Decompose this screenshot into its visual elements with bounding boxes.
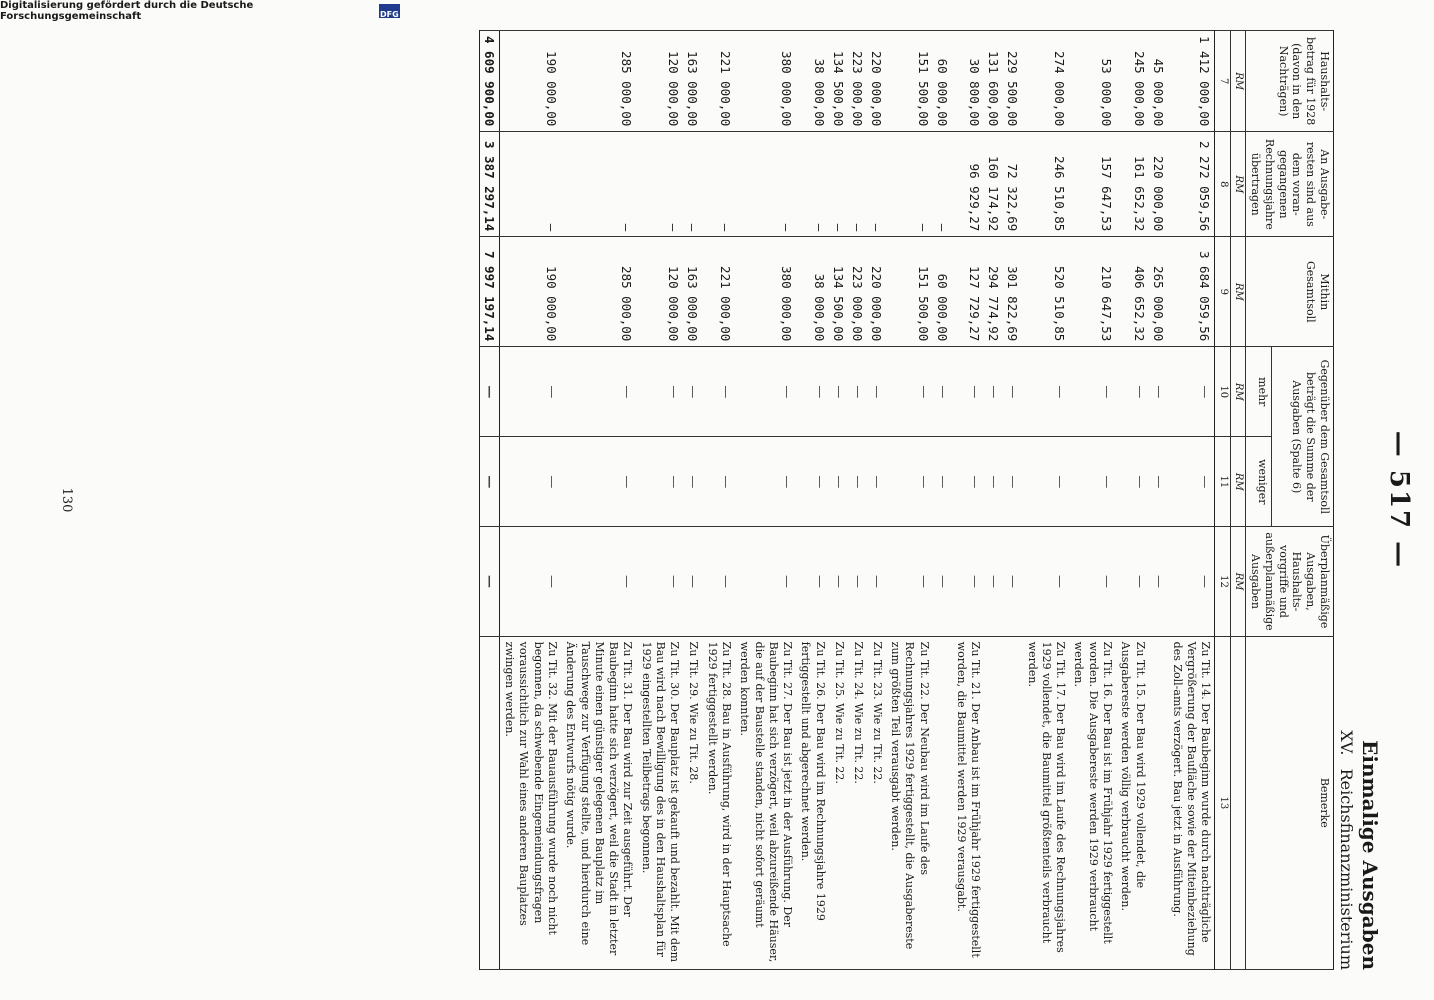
cell-ueberplanmaessig: — xyxy=(735,527,796,636)
table-row xyxy=(829,31,848,970)
digitization-credit xyxy=(0,0,400,22)
header-col10-11-group: Gegenüber dem Gesamtsoll beträgt die Summe der Ausgaben (Spalte 6) xyxy=(1271,347,1333,527)
cell-ausgabereste: — xyxy=(702,132,735,237)
cell-bemerkung: Zu Tit. 14. Der Baubeginn wurde durch nachträgliche Vergrößerung der Baufläche sowie der Miteinbeziehung des Zoll-amts verzögert. Bau jetzt in Ausführung. xyxy=(1168,636,1215,969)
cell-ausgabereste: — xyxy=(683,132,702,237)
cell-ueberplanmaessig: — xyxy=(702,527,735,636)
total-col12: — xyxy=(479,527,499,636)
cell-bemerkung: Zu Tit. 29. Wie zu Tit. 28. xyxy=(683,636,702,969)
cell-ueberplanmaessig: — xyxy=(796,527,829,636)
cell-haushaltsbetrag: 151 500,00 xyxy=(886,31,933,132)
cell-ueberplanmaessig: — xyxy=(1116,527,1149,636)
cell-bemerkung: Zu Tit. 17. Der Bau wird im Laufe des Rechnungsjahres 1929 vollendet, die Baumittel größtenteils verbraucht werden. xyxy=(1022,636,1069,969)
totals-row xyxy=(479,31,499,970)
header-col7: Haushalts-betrag für 1928 (davon in den Nachträgen) xyxy=(1246,31,1334,132)
cell-mehr: — xyxy=(1022,347,1069,437)
table-row xyxy=(933,31,952,970)
header-col12: Überplanmäßige Ausgaben, Haushalts-vorgriffe und außerplanmäßige Ausgaben xyxy=(1246,527,1334,636)
cell-mehr: — xyxy=(1069,347,1116,437)
cell-weniger: — xyxy=(886,437,933,527)
cell-ausgabereste: 161 652,32 xyxy=(1116,132,1149,237)
cell-gesamtsoll: 210 647,53 xyxy=(1069,237,1116,347)
total-col10: — xyxy=(479,347,499,437)
cell-mehr: — xyxy=(867,347,886,437)
cell-mehr: — xyxy=(829,347,848,437)
cell-haushaltsbetrag: 190 000,00 xyxy=(499,31,561,132)
cell-ueberplanmaessig: — xyxy=(683,527,702,636)
cell-haushaltsbetrag: 45 000,00 xyxy=(1149,31,1168,132)
header-col9: Mithin Gesamtsoll xyxy=(1246,237,1334,347)
header-col13: Bemerke xyxy=(1246,636,1334,969)
cell-mehr: — xyxy=(886,347,933,437)
unit-col12: RM xyxy=(1231,527,1247,636)
cell-ueberplanmaessig: — xyxy=(1003,527,1022,636)
cell-bemerkung: Zu Tit. 31. Der Bau wird zur Zeit ausgeführt. Der Baubeginn hatte sich verzögert, weil die Stadt in letzter Minute einen günstiger gelegenen Bauplatz im Tauschwege zur Verfügung stellte, und hierdurch eine Änderung des Entwurfs nötig wurde. xyxy=(561,636,636,969)
cell-ausgabereste: — xyxy=(848,132,867,237)
table-row xyxy=(636,31,683,970)
unit-col11: RM xyxy=(1231,437,1247,527)
section-ministry: Reichsfinanzministerium xyxy=(1337,768,1356,970)
cell-bemerkung xyxy=(1003,636,1022,969)
cell-gesamtsoll: 301 822,69 xyxy=(1003,237,1022,347)
cell-weniger: — xyxy=(984,437,1003,527)
section-subtitle xyxy=(1337,30,1356,970)
cell-ausgabereste: — xyxy=(499,132,561,237)
cell-ueberplanmaessig: — xyxy=(829,527,848,636)
cell-weniger: — xyxy=(702,437,735,527)
header-col8: An Ausgabe-resten sind aus dem voran-gegangenen Rechnungsjahre übertragen xyxy=(1246,132,1334,237)
table-row xyxy=(886,31,933,970)
cell-bemerkung xyxy=(1149,636,1168,969)
cell-haushaltsbetrag: 60 000,00 xyxy=(933,31,952,132)
expenditure-table xyxy=(479,30,1334,970)
total-col8: 3 387 297,14 xyxy=(479,132,499,237)
cell-haushaltsbetrag: 245 000,00 xyxy=(1116,31,1149,132)
footer-page-number: 130 xyxy=(59,487,74,513)
cell-gesamtsoll: 220 000,00 xyxy=(867,237,886,347)
credit-text: Digitalisierung gefördert durch die Deutsche Forschungsgemeinschaft xyxy=(0,0,254,22)
cell-haushaltsbetrag: 220 000,00 xyxy=(867,31,886,132)
cell-weniger: — xyxy=(1022,437,1069,527)
colnum-8: 8 xyxy=(1215,132,1231,237)
cell-haushaltsbetrag: 163 000,00 xyxy=(683,31,702,132)
cell-ausgabereste: 160 174,92 xyxy=(984,132,1003,237)
cell-ueberplanmaessig: — xyxy=(933,527,952,636)
cell-mehr: — xyxy=(984,347,1003,437)
cell-ueberplanmaessig: — xyxy=(561,527,636,636)
cell-bemerkung: Zu Tit. 15. Der Bau wird 1929 vollendet, die Ausgabereste werden völlig verbraucht werden. xyxy=(1116,636,1149,969)
cell-ausgabereste: — xyxy=(796,132,829,237)
cell-bemerkung: Zu Tit. 16. Der Bau ist im Frühjahr 1929 fertiggestellt worden. Die Ausgabereste werden 1929 verbraucht werden. xyxy=(1069,636,1116,969)
cell-mehr: — xyxy=(561,347,636,437)
table-row xyxy=(1149,31,1168,970)
cell-weniger: — xyxy=(1069,437,1116,527)
cell-gesamtsoll: 151 500,00 xyxy=(886,237,933,347)
cell-gesamtsoll: 60 000,00 xyxy=(933,237,952,347)
cell-mehr: — xyxy=(1168,347,1215,437)
cell-bemerkung: Zu Tit. 28. Bau in Ausführung, wird in der Hauptsache 1929 fertiggestellt werden. xyxy=(702,636,735,969)
cell-haushaltsbetrag: 1 412 000,00 xyxy=(1168,31,1215,132)
table-row xyxy=(702,31,735,970)
cell-weniger: — xyxy=(1003,437,1022,527)
cell-haushaltsbetrag: 30 800,00 xyxy=(952,31,985,132)
cell-weniger: — xyxy=(796,437,829,527)
table-row xyxy=(1069,31,1116,970)
dfg-logo-icon: DFG xyxy=(379,4,400,18)
cell-ausgabereste: — xyxy=(829,132,848,237)
cell-ausgabereste: 72 322,69 xyxy=(1003,132,1022,237)
cell-ausgabereste: 157 647,53 xyxy=(1069,132,1116,237)
cell-ausgabereste: 2 272 059,56 xyxy=(1168,132,1215,237)
cell-bemerkung: Zu Tit. 26. Der Bau wird im Rechnungsjahre 1929 fertiggestellt und abgerechnet werden. xyxy=(796,636,829,969)
cell-weniger: — xyxy=(867,437,886,527)
cell-mehr: — xyxy=(702,347,735,437)
cell-ueberplanmaessig: — xyxy=(1022,527,1069,636)
cell-ausgabereste: — xyxy=(636,132,683,237)
table-row xyxy=(735,31,796,970)
cell-bemerkung: Zu Tit. 27. Der Bau ist jetzt in der Ausführung. Der Baubeginn hat sich verzögert, weil abzureißende Häuser, die auf der Baustelle standen, nicht sofort geräumt werden konnten. xyxy=(735,636,796,969)
cell-ueberplanmaessig: — xyxy=(984,527,1003,636)
cell-ueberplanmaessig: — xyxy=(1069,527,1116,636)
cell-mehr: — xyxy=(636,347,683,437)
cell-ausgabereste: — xyxy=(561,132,636,237)
cell-ausgabereste: — xyxy=(735,132,796,237)
total-col9: 7 997 197,14 xyxy=(479,237,499,347)
table-row xyxy=(848,31,867,970)
cell-haushaltsbetrag: 380 000,00 xyxy=(735,31,796,132)
total-remark xyxy=(479,636,499,969)
cell-bemerkung xyxy=(933,636,952,969)
cell-mehr: — xyxy=(933,347,952,437)
cell-gesamtsoll: 380 000,00 xyxy=(735,237,796,347)
table-row xyxy=(796,31,829,970)
total-col7: 4 609 900,00 xyxy=(479,31,499,132)
cell-ausgabereste: — xyxy=(933,132,952,237)
cell-haushaltsbetrag: 134 500,00 xyxy=(829,31,848,132)
cell-bemerkung: Zu Tit. 25. Wie zu Tit. 22. xyxy=(829,636,848,969)
colnum-9: 9 xyxy=(1215,237,1231,347)
cell-weniger: — xyxy=(1168,437,1215,527)
cell-mehr: — xyxy=(1116,347,1149,437)
cell-haushaltsbetrag: 274 000,00 xyxy=(1022,31,1069,132)
table-row xyxy=(1003,31,1022,970)
cell-gesamtsoll: 520 510,85 xyxy=(1022,237,1069,347)
cell-haushaltsbetrag: 285 000,00 xyxy=(561,31,636,132)
cell-ueberplanmaessig: — xyxy=(1168,527,1215,636)
table-row xyxy=(1168,31,1215,970)
header-col11: weniger xyxy=(1246,437,1271,527)
unit-col10: RM xyxy=(1231,347,1247,437)
colnum-13: 13 xyxy=(1215,636,1231,969)
cell-weniger: — xyxy=(499,437,561,527)
cell-ueberplanmaessig: — xyxy=(499,527,561,636)
cell-weniger: — xyxy=(683,437,702,527)
cell-gesamtsoll: 120 000,00 xyxy=(636,237,683,347)
cell-ueberplanmaessig: — xyxy=(952,527,985,636)
cell-mehr: — xyxy=(1003,347,1022,437)
cell-haushaltsbetrag: 131 600,00 xyxy=(984,31,1003,132)
cell-bemerkung xyxy=(984,636,1003,969)
section-title: Einmalige Ausgaben xyxy=(1358,740,1382,970)
cell-ausgabereste: 246 510,85 xyxy=(1022,132,1069,237)
unit-col13 xyxy=(1231,636,1247,969)
cell-mehr: — xyxy=(683,347,702,437)
cell-weniger: — xyxy=(735,437,796,527)
cell-gesamtsoll: 127 729,27 xyxy=(952,237,985,347)
cell-haushaltsbetrag: 38 000,00 xyxy=(796,31,829,132)
cell-gesamtsoll: 294 774,92 xyxy=(984,237,1003,347)
cell-weniger: — xyxy=(561,437,636,527)
colnum-10: 10 xyxy=(1215,347,1231,437)
cell-gesamtsoll: 3 684 059,56 xyxy=(1168,237,1215,347)
cell-gesamtsoll: 163 000,00 xyxy=(683,237,702,347)
table-row xyxy=(499,31,561,970)
page-number: — 517 — xyxy=(1384,430,1414,570)
cell-gesamtsoll: 285 000,00 xyxy=(561,237,636,347)
colnum-7: 7 xyxy=(1215,31,1231,132)
cell-gesamtsoll: 38 000,00 xyxy=(796,237,829,347)
cell-gesamtsoll: 265 000,00 xyxy=(1149,237,1168,347)
cell-bemerkung: Zu Tit. 24. Wie zu Tit. 22. xyxy=(848,636,867,969)
cell-weniger: — xyxy=(636,437,683,527)
cell-bemerkung: Zu Tit. 23. Wie zu Tit. 22. xyxy=(867,636,886,969)
total-col11: — xyxy=(479,437,499,527)
cell-haushaltsbetrag: 223 000,00 xyxy=(848,31,867,132)
header-col10: mehr xyxy=(1246,347,1271,437)
cell-mehr: — xyxy=(1149,347,1168,437)
cell-mehr: — xyxy=(499,347,561,437)
cell-mehr: — xyxy=(952,347,985,437)
cell-gesamtsoll: 190 000,00 xyxy=(499,237,561,347)
table-row xyxy=(561,31,636,970)
cell-ausgabereste: — xyxy=(886,132,933,237)
table-row xyxy=(683,31,702,970)
cell-gesamtsoll: 221 000,00 xyxy=(702,237,735,347)
cell-weniger: — xyxy=(1149,437,1168,527)
table-row xyxy=(952,31,985,970)
cell-ueberplanmaessig: — xyxy=(886,527,933,636)
cell-bemerkung: Zu Tit. 21. Der Anbau ist im Frühjahr 1929 fertiggestellt worden, die Baumittel werden 1929 verausgabt. xyxy=(952,636,985,969)
cell-ueberplanmaessig: — xyxy=(636,527,683,636)
unit-col8: RM xyxy=(1231,132,1247,237)
cell-mehr: — xyxy=(796,347,829,437)
unit-col7: RM xyxy=(1231,31,1247,132)
cell-gesamtsoll: 406 652,32 xyxy=(1116,237,1149,347)
cell-haushaltsbetrag: 120 000,00 xyxy=(636,31,683,132)
cell-haushaltsbetrag: 229 500,00 xyxy=(1003,31,1022,132)
table-row xyxy=(867,31,886,970)
cell-ueberplanmaessig: — xyxy=(848,527,867,636)
cell-gesamtsoll: 223 000,00 xyxy=(848,237,867,347)
cell-weniger: — xyxy=(848,437,867,527)
cell-bemerkung: Zu Tit. 30. Der Bauplatz ist gekauft und bezahlt. Mit dem Bau wird nach Bewilligung des in den Haushaltsplan für 1929 eingestellten Teilbetrags begonnen. xyxy=(636,636,683,969)
cell-weniger: — xyxy=(933,437,952,527)
cell-weniger: — xyxy=(1116,437,1149,527)
cell-haushaltsbetrag: 221 000,00 xyxy=(702,31,735,132)
table-row xyxy=(984,31,1003,970)
cell-bemerkung: Zu Tit. 22. Der Neubau wird im Laufe des Rechnungsjahres 1929 fertiggestellt, die Ausgabereste zum größten Teil verausgabt werden. xyxy=(886,636,933,969)
colnum-12: 12 xyxy=(1215,527,1231,636)
cell-bemerkung: Zu Tit. 32. Mit der Bauausführung wurde noch nicht begonnen, da schwebende Eingemeindungsfragen voraussichtlich zur Wahl eines anderen Bauplatzes zwingen werden. xyxy=(499,636,561,969)
colnum-11: 11 xyxy=(1215,437,1231,527)
cell-weniger: — xyxy=(952,437,985,527)
cell-ausgabereste: — xyxy=(867,132,886,237)
cell-ueberplanmaessig: — xyxy=(1149,527,1168,636)
cell-haushaltsbetrag: 53 000,00 xyxy=(1069,31,1116,132)
cell-mehr: — xyxy=(848,347,867,437)
cell-gesamtsoll: 134 500,00 xyxy=(829,237,848,347)
cell-mehr: — xyxy=(735,347,796,437)
table-body xyxy=(499,31,1215,970)
table-row xyxy=(1022,31,1069,970)
unit-col9: RM xyxy=(1231,237,1247,347)
cell-ausgabereste: 220 000,00 xyxy=(1149,132,1168,237)
table-row xyxy=(1116,31,1149,970)
cell-ausgabereste: 96 929,27 xyxy=(952,132,985,237)
cell-ueberplanmaessig: — xyxy=(867,527,886,636)
cell-weniger: — xyxy=(829,437,848,527)
section-roman-numeral: XV. xyxy=(1337,730,1356,756)
